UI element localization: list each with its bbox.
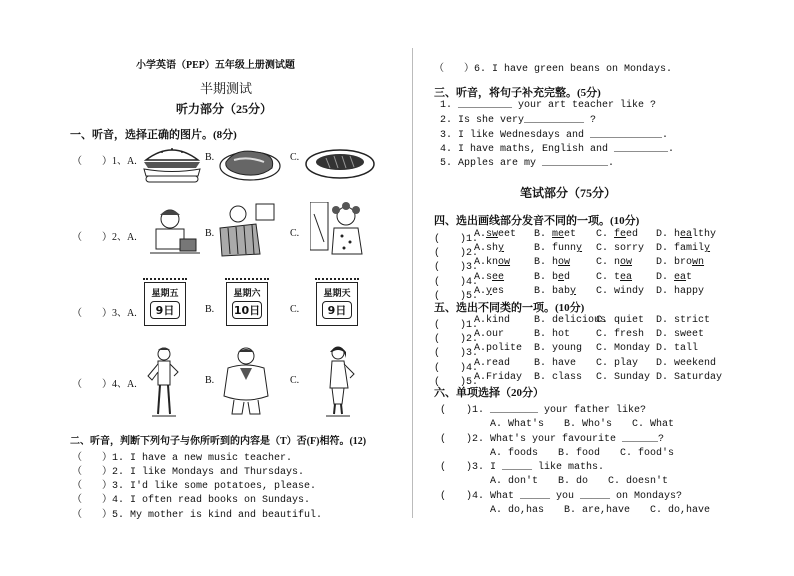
s3-item-5: 5. Apples are my ___________. (440, 158, 615, 169)
s3-item-4: 4. I have maths, English and _________. (440, 144, 675, 155)
woman-icon (322, 344, 358, 418)
s6-question-4: ( )4. What _____ you _____ on Mondays? (440, 491, 683, 502)
q4-option-b: B. (205, 375, 215, 386)
s5-row-3-b: B. young (534, 343, 583, 355)
s5-row-3-d: D. tall (656, 343, 699, 355)
s4-row-1-b: B. meet (534, 229, 577, 240)
s4-row-1-c: C. feed (596, 229, 639, 240)
s3-item-1: 1. _________ your art teacher like ? (440, 100, 657, 111)
steak-icon (216, 138, 288, 186)
column-divider (412, 48, 413, 518)
s4-row-4-a: A.see (474, 271, 505, 283)
written-title: 笔试部分（75分） (520, 186, 617, 200)
q3-option-b: B. (205, 304, 215, 315)
s4-row-1-a: A.sweet (474, 229, 517, 240)
s4-row-4-n: ( )4. (434, 276, 479, 288)
s4-row-3-c: C. now (596, 257, 633, 269)
s4-row-2-n: ( )2. (434, 248, 479, 260)
s2-item-6: （ ）6. I have green beans on Mondays. (434, 64, 673, 75)
s4-row-4-d: D. eat (656, 271, 693, 283)
s4-row-5-a: A.yes (474, 285, 505, 297)
s5-row-2-b: B. hot (534, 329, 571, 341)
s4-row-5-c: C. windy (596, 285, 645, 297)
s4-row-1-d: D. healthy (656, 229, 717, 240)
s5-row-5-c: C. Sunday (596, 371, 651, 383)
s4-row-4-c: C. tea (596, 271, 633, 283)
s5-row-3-n: ( )3. (434, 348, 479, 360)
q1-label: （ ）1、A. (72, 156, 137, 167)
fish-plate-icon (304, 138, 376, 186)
q2-option-b: B. (205, 228, 215, 239)
calendar-date: 9日 (150, 301, 180, 319)
s4-row-2-d: D. family (656, 243, 711, 255)
q1-option-c: C. (290, 152, 300, 163)
s4-row-4-b: B. bed (534, 271, 571, 283)
calendar-saturday-icon (226, 282, 268, 326)
listening-title: 听力部分（25分） (176, 102, 273, 116)
paper-title: 小学英语（PEP）五年级上册测试题 (136, 60, 295, 71)
s3-item-2: 2. Is she very__________ ? (440, 115, 597, 126)
s6-question-3: ( )3. I _____ like maths. (440, 462, 605, 473)
s4-row-1-n: ( )1. (434, 234, 479, 245)
q3-label: （ ）3、A. (72, 308, 137, 319)
s5-row-1-c: C. quiet (596, 315, 645, 326)
q2-label: （ ）2、A. (72, 232, 137, 243)
calendar-date: 10日 (232, 301, 262, 319)
s5-row-5-b: B. class (534, 371, 583, 383)
s2-item-5: （ ）5. My mother is kind and beautiful. (72, 510, 323, 521)
s2-item-4: （ ）4. I often read books on Sundays. (72, 495, 311, 506)
girl-board-icon (310, 202, 368, 258)
s4-row-2-c: C. sorry (596, 243, 645, 255)
s5-row-4-c: C. play (596, 357, 639, 369)
s2-item-1: （ ）1. I have a new music teacher. (72, 453, 293, 464)
boy-reading-icon (150, 205, 200, 257)
s4-row-3-n: ( )3. (434, 262, 479, 274)
s4-row-5-b: B. baby (534, 285, 577, 297)
s6-question-2: ( )2. What's your favourite ______? (440, 434, 665, 445)
section1-title: 一、听音，选择正确的图片。(8分) (70, 129, 237, 141)
calendar-date: 9日 (322, 301, 352, 319)
q1-option-b: B. (205, 152, 215, 163)
s6-options-4: A. do,has B. are,have C. do,have (490, 505, 711, 516)
s5-row-1-a: A.kind (474, 315, 511, 326)
s5-row-5-n: ( )5. (434, 376, 479, 388)
calendar-weekday: 星期五 (151, 289, 179, 299)
s6-options-2: A. foods B. food C. food's (490, 448, 675, 459)
s4-row-5-d: D. happy (656, 285, 705, 297)
section4-title: 四、选出画线部分发音不同的一项。(10分) (434, 215, 640, 227)
s5-row-2-d: D. sweet (656, 329, 705, 341)
s4-row-3-a: A.know (474, 257, 511, 269)
s5-row-1-d: D. strict (656, 315, 711, 326)
s5-row-2-n: ( )2. (434, 334, 479, 346)
q3-option-c: C. (290, 304, 300, 315)
s3-item-3: 3. I like Wednesdays and ____________. (440, 130, 669, 141)
s6-options-1: A. What's B. Who's C. What (490, 419, 675, 430)
section6-title: 六、单项选择（20分） (434, 387, 544, 399)
s5-row-3-c: C. Monday (596, 343, 651, 355)
s6-question-1: ( )1. ________ your father like? (440, 405, 647, 416)
s5-row-5-a: A.Friday (474, 371, 523, 383)
section3-title: 三、听音，将句子补充完整。(5分) (434, 87, 601, 99)
calendar-sunday-icon (316, 282, 358, 326)
s5-row-3-a: A.polite (474, 343, 523, 355)
q4-label: （ ）4、A. (72, 379, 137, 390)
stout-man-icon (220, 346, 272, 418)
s4-row-3-b: B. how (534, 257, 571, 269)
s2-item-3: （ ）3. I'd like some potatoes, please. (72, 481, 317, 492)
s5-row-2-a: A.our (474, 329, 505, 341)
s4-row-3-d: D. brown (656, 257, 705, 269)
s5-row-4-n: ( )4. (434, 362, 479, 374)
calendar-weekday: 星期六 (233, 289, 261, 299)
section5-title: 五、选出不同类的一项。(10分) (434, 302, 585, 314)
s5-row-2-c: C. fresh (596, 329, 645, 341)
s6-options-3: A. don't B. do C. doesn't (490, 476, 669, 487)
s2-item-2: （ ）2. I like Mondays and Thursdays. (72, 467, 305, 478)
s4-row-5-n: ( )5. (434, 290, 479, 302)
s5-row-1-b: B. delicious (534, 315, 607, 326)
s5-row-5-d: D. Saturday (656, 371, 723, 383)
thin-man-icon (144, 346, 184, 418)
calendar-friday-icon (144, 282, 186, 326)
s5-row-4-a: A.read (474, 357, 511, 369)
subtitle: 半期测试 (200, 81, 253, 96)
q2-option-c: C. (290, 228, 300, 239)
s5-row-1-n: ( )1. (434, 320, 479, 331)
section2-title: 二、听音，判断下列句子与你所听到的内容是（T）否(F)相符。(12) (70, 436, 367, 447)
calendar-weekday: 星期天 (323, 289, 351, 299)
hamburger-icon (136, 138, 208, 186)
q4-option-c: C. (290, 375, 300, 386)
s4-row-2-a: A.shy (474, 243, 505, 255)
s4-row-2-b: B. funny (534, 243, 583, 255)
boy-computer-icon (216, 202, 276, 258)
s5-row-4-b: B. have (534, 357, 577, 369)
s5-row-4-d: D. weekend (656, 357, 717, 369)
